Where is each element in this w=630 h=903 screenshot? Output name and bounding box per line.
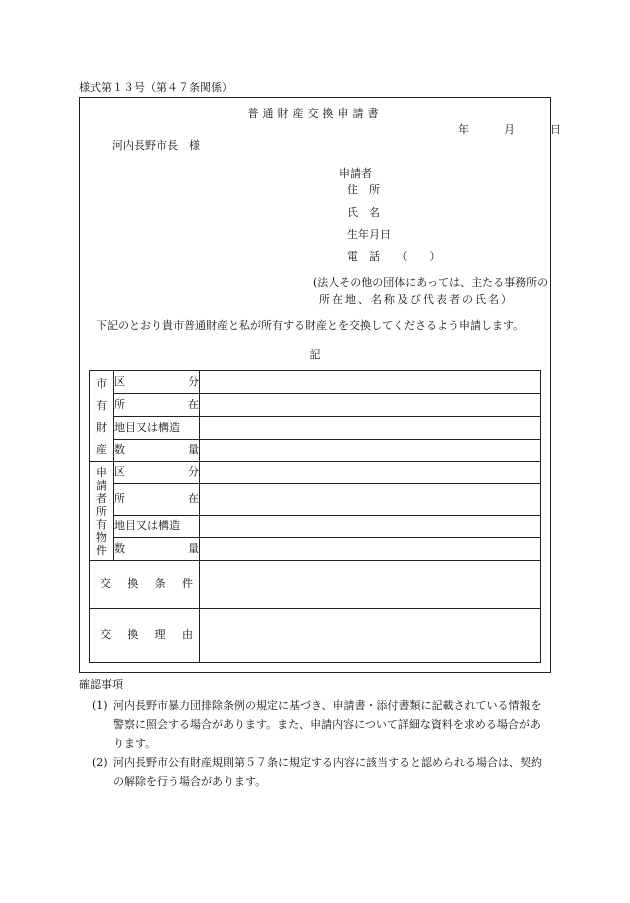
date-month: 月 <box>504 123 515 136</box>
table-row <box>90 462 541 484</box>
list-item-number: (1) <box>92 699 108 712</box>
applicant-birthdate-label: 生年月日 <box>347 228 391 241</box>
city-location-value[interactable] <box>200 394 541 417</box>
exchange-reason-value[interactable] <box>200 609 541 663</box>
applicant-quantity-value[interactable] <box>200 538 541 561</box>
list-item-number: (2) <box>92 756 108 769</box>
applicant-quantity-label: 数 量 <box>114 538 200 561</box>
applicant-address-label: 住 所 <box>347 183 380 196</box>
city-quantity-label: 数 量 <box>114 440 200 462</box>
table-row <box>90 417 541 440</box>
category-char: 財 <box>96 420 107 434</box>
applicant-land-structure-label: 地目又は構造 <box>114 516 200 538</box>
table-row <box>90 609 541 663</box>
table-row <box>90 538 541 561</box>
table-row <box>90 371 541 394</box>
confirm-heading: 確認事項 <box>79 678 123 691</box>
category-char: 申 <box>96 465 107 479</box>
applicant-phone-label: 電 話 （ ） <box>347 250 441 263</box>
category-char: 産 <box>96 442 107 456</box>
category-char: 有 <box>96 517 107 531</box>
city-property-category <box>90 371 114 462</box>
table-row <box>90 440 541 462</box>
ki-heading: 記 <box>309 348 321 361</box>
table-row <box>90 561 541 609</box>
city-land-structure-value[interactable] <box>200 417 541 440</box>
applicant-location-value[interactable] <box>200 484 541 516</box>
applicant-heading: 申請者 <box>339 167 372 180</box>
applicant-classification-value[interactable] <box>200 462 541 484</box>
applicant-property-category <box>90 462 114 561</box>
date-line <box>458 123 561 137</box>
table-row <box>90 394 541 417</box>
table-row <box>90 516 541 538</box>
request-text: 下記のとおり貴市普通財産と私が所有する財産とを交換してくださるよう申請します。 <box>96 319 525 332</box>
corporation-note <box>313 274 548 308</box>
applicant-name-label: 氏 名 <box>347 206 380 219</box>
category-char: 所 <box>96 504 107 518</box>
corporation-note-line2: 所在地、名称及び代表者の氏名） <box>319 293 514 306</box>
addressee: 河内長野市長 様 <box>112 139 200 152</box>
category-char: 件 <box>96 543 107 557</box>
list-item <box>92 696 547 753</box>
applicant-location-label: 所 在 <box>114 484 200 516</box>
exchange-conditions-value[interactable] <box>200 561 541 609</box>
city-classification-value[interactable] <box>200 371 541 394</box>
category-char: 有 <box>96 398 107 412</box>
category-char: 市 <box>96 376 107 390</box>
property-table <box>89 370 541 663</box>
category-char: 者 <box>96 491 107 505</box>
form-number: 様式第１３号（第４７条関係） <box>79 81 233 94</box>
date-day: 日 <box>550 123 561 136</box>
list-item-text: 河内長野市公有財産規則第５７条に規定する内容に該当すると認められる場合は、契約の解除を行う場合があります。 <box>113 756 542 788</box>
city-location-label: 所 在 <box>114 394 200 417</box>
confirm-list <box>92 696 547 791</box>
category-char: 物 <box>96 530 107 544</box>
applicant-classification-label: 区 分 <box>114 462 200 484</box>
table-row <box>90 484 541 516</box>
city-land-structure-label: 地目又は構造 <box>114 417 200 440</box>
applicant-land-structure-value[interactable] <box>200 516 541 538</box>
corporation-note-line1: (法人その他の団体にあっては、主たる事務所の <box>313 276 549 289</box>
exchange-conditions-label: 交 換 条 件 <box>90 561 200 609</box>
category-char: 請 <box>96 478 107 492</box>
exchange-reason-label: 交 換 理 由 <box>90 609 200 663</box>
date-year: 年 <box>458 123 469 136</box>
application-form <box>79 97 561 673</box>
city-quantity-value[interactable] <box>200 440 541 462</box>
city-classification-label: 区 分 <box>114 371 200 394</box>
list-item-text: 河内長野市暴力団排除条例の規定に基づき、申請書・添付書類に記載されている情報を警察に照会する場合があります。また、申請内容について詳細な資料を求める場合があります。 <box>113 699 542 750</box>
list-item <box>92 753 547 791</box>
form-title: 普通財産交換申請書 <box>247 107 383 120</box>
